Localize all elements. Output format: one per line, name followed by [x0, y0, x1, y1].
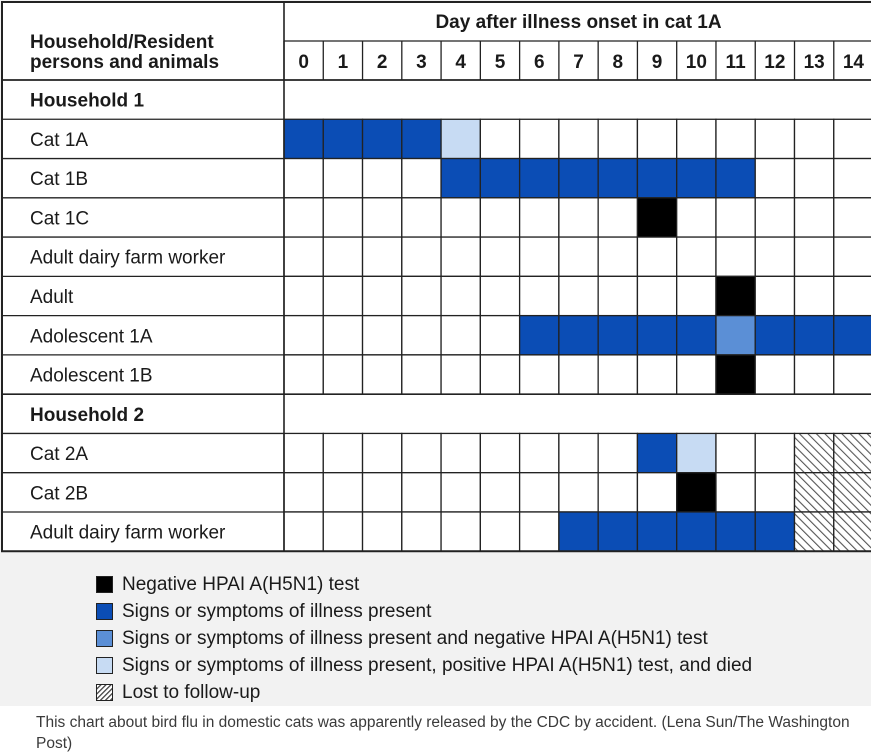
status-cell — [598, 355, 637, 394]
legend-item — [96, 598, 752, 625]
status-cell — [480, 159, 519, 198]
status-cell — [598, 119, 637, 158]
status-cell — [795, 355, 834, 394]
status-cell — [441, 159, 480, 198]
status-cell — [323, 276, 362, 315]
status-cell — [795, 159, 834, 198]
status-cell — [402, 473, 441, 512]
legend-swatch — [96, 630, 113, 647]
status-cell — [402, 433, 441, 472]
status-cell — [480, 119, 519, 158]
status-cell — [598, 276, 637, 315]
status-cell — [441, 473, 480, 512]
day-label-4: 4 — [455, 52, 467, 73]
status-cell — [834, 198, 871, 237]
day-label-1: 1 — [337, 52, 349, 73]
day-label-13: 13 — [803, 52, 825, 73]
status-cell — [559, 198, 598, 237]
day-label-2: 2 — [376, 52, 388, 73]
legend-swatch — [96, 603, 113, 620]
status-cell — [402, 198, 441, 237]
status-cell — [559, 276, 598, 315]
status-cell — [363, 198, 402, 237]
status-cell — [363, 473, 402, 512]
status-cell — [480, 237, 519, 276]
status-cell — [637, 316, 676, 355]
status-cell — [755, 198, 794, 237]
status-cell — [559, 119, 598, 158]
status-cell — [795, 237, 834, 276]
row-label: Cat 2A — [30, 444, 89, 466]
legend-swatch — [96, 576, 113, 593]
status-cell — [755, 159, 794, 198]
status-cell — [284, 355, 323, 394]
status-cell — [716, 355, 755, 394]
day-label-9: 9 — [651, 52, 663, 73]
status-cell — [637, 433, 676, 472]
status-cell — [441, 316, 480, 355]
status-cell — [284, 237, 323, 276]
status-cell — [637, 237, 676, 276]
status-cell — [598, 198, 637, 237]
status-cell — [598, 316, 637, 355]
status-cell — [559, 512, 598, 551]
status-cell — [323, 473, 362, 512]
status-cell — [402, 159, 441, 198]
status-cell — [755, 473, 794, 512]
status-cell — [520, 355, 559, 394]
status-cell — [834, 512, 871, 551]
status-cell — [363, 512, 402, 551]
legend-item — [96, 571, 752, 598]
status-cell — [795, 276, 834, 315]
status-cell — [598, 512, 637, 551]
status-cell — [363, 276, 402, 315]
status-cell — [795, 119, 834, 158]
status-cell — [598, 237, 637, 276]
status-cell — [559, 316, 598, 355]
status-cell — [323, 237, 362, 276]
status-cell — [677, 355, 716, 394]
status-cell — [716, 237, 755, 276]
status-cell — [637, 159, 676, 198]
status-cell — [402, 119, 441, 158]
status-cell — [441, 198, 480, 237]
status-cell — [834, 276, 871, 315]
status-cell — [363, 355, 402, 394]
status-cell — [834, 433, 871, 472]
status-cell — [637, 119, 676, 158]
row-label: Cat 1B — [30, 169, 89, 191]
status-cell — [677, 159, 716, 198]
day-label-5: 5 — [494, 52, 506, 73]
status-cell — [677, 512, 716, 551]
corner-header-line-1: Household/Resident — [30, 32, 214, 53]
status-cell — [402, 355, 441, 394]
status-cell — [795, 433, 834, 472]
status-cell — [637, 198, 676, 237]
row-label: Adult dairy farm worker — [30, 522, 226, 544]
legend-label: Lost to follow-up — [122, 681, 261, 703]
status-cell — [520, 433, 559, 472]
status-cell — [480, 316, 519, 355]
status-cell — [480, 355, 519, 394]
group-label: Household 1 — [30, 90, 145, 112]
status-cell — [755, 276, 794, 315]
status-cell — [284, 512, 323, 551]
status-cell — [677, 276, 716, 315]
status-cell — [284, 473, 323, 512]
column-header: Day after illness onset in cat 1A — [435, 12, 722, 33]
legend-label: Negative HPAI A(H5N1) test — [122, 573, 360, 595]
status-cell — [677, 119, 716, 158]
row-label: Adolescent 1B — [30, 365, 153, 387]
figure-caption: This chart about bird flu in domestic cats was apparently released by the CDC by accident. (Lena Sun/The Washington Post) — [36, 714, 850, 752]
status-cell — [284, 119, 323, 158]
row-label: Cat 2B — [30, 483, 89, 505]
status-cell — [323, 198, 362, 237]
status-cell — [480, 276, 519, 315]
status-cell — [559, 473, 598, 512]
status-cell — [284, 276, 323, 315]
status-cell — [598, 433, 637, 472]
legend-label: Signs or symptoms of illness present — [122, 600, 432, 622]
status-cell — [363, 119, 402, 158]
status-cell — [480, 433, 519, 472]
row-label: Adult dairy farm worker — [30, 247, 226, 269]
status-cell — [795, 512, 834, 551]
status-cell — [363, 433, 402, 472]
status-cell — [559, 237, 598, 276]
status-cell — [520, 198, 559, 237]
status-cell — [677, 473, 716, 512]
status-cell — [323, 159, 362, 198]
status-cell — [755, 237, 794, 276]
status-cell — [441, 512, 480, 551]
day-label-12: 12 — [764, 52, 786, 73]
status-cell — [795, 316, 834, 355]
corner-header-line-2: persons and animals — [30, 52, 220, 73]
status-cell — [480, 198, 519, 237]
status-cell — [323, 355, 362, 394]
status-cell — [834, 119, 871, 158]
legend-item — [96, 679, 752, 706]
status-cell — [677, 237, 716, 276]
status-cell — [520, 276, 559, 315]
day-label-6: 6 — [533, 52, 545, 73]
status-cell — [441, 276, 480, 315]
status-cell — [755, 355, 794, 394]
status-cell — [402, 316, 441, 355]
status-cell — [755, 119, 794, 158]
status-cell — [755, 433, 794, 472]
status-cell — [677, 316, 716, 355]
day-label-14: 14 — [842, 52, 864, 73]
legend-label: Signs or symptoms of illness present and negative HPAI A(H5N1) test — [122, 627, 708, 649]
status-cell — [834, 316, 871, 355]
status-cell — [755, 316, 794, 355]
status-cell — [559, 159, 598, 198]
status-cell — [520, 159, 559, 198]
row-label: Adolescent 1A — [30, 326, 153, 348]
status-cell — [441, 237, 480, 276]
day-label-10: 10 — [685, 52, 707, 73]
status-cell — [323, 316, 362, 355]
status-cell — [637, 473, 676, 512]
status-cell — [520, 237, 559, 276]
status-cell — [598, 159, 637, 198]
status-cell — [716, 159, 755, 198]
status-cell — [441, 433, 480, 472]
status-cell — [284, 433, 323, 472]
status-cell — [323, 433, 362, 472]
legend-item — [96, 652, 752, 679]
status-cell — [795, 198, 834, 237]
status-cell — [323, 512, 362, 551]
status-cell — [637, 276, 676, 315]
status-cell — [677, 433, 716, 472]
status-cell — [402, 237, 441, 276]
status-cell — [834, 355, 871, 394]
status-cell — [716, 119, 755, 158]
status-cell — [716, 433, 755, 472]
row-label: Adult — [30, 286, 74, 308]
status-cell — [480, 473, 519, 512]
status-cell — [716, 512, 755, 551]
status-cell — [677, 198, 716, 237]
status-cell — [559, 355, 598, 394]
day-label-8: 8 — [612, 52, 624, 73]
status-cell — [402, 512, 441, 551]
group-label: Household 2 — [30, 404, 145, 426]
status-cell — [559, 433, 598, 472]
status-cell — [284, 198, 323, 237]
status-cell — [834, 159, 871, 198]
status-cell — [520, 512, 559, 551]
legend — [96, 571, 752, 706]
status-cell — [480, 512, 519, 551]
legend-swatch — [96, 657, 113, 674]
status-cell — [795, 473, 834, 512]
status-cell — [637, 355, 676, 394]
day-label-11: 11 — [725, 52, 746, 73]
status-cell — [284, 316, 323, 355]
legend-label: Signs or symptoms of illness present, positive HPAI A(H5N1) test, and died — [122, 654, 753, 676]
status-cell — [520, 473, 559, 512]
status-cell — [716, 316, 755, 355]
status-cell — [520, 316, 559, 355]
day-label-0: 0 — [298, 52, 309, 73]
row-label: Cat 1C — [30, 208, 90, 230]
status-cell — [441, 355, 480, 394]
status-cell — [284, 159, 323, 198]
status-cell — [637, 512, 676, 551]
status-cell — [520, 119, 559, 158]
status-cell — [363, 316, 402, 355]
status-cell — [755, 512, 794, 551]
row-label: Cat 1A — [30, 129, 89, 151]
legend-swatch — [96, 684, 113, 701]
status-cell — [402, 276, 441, 315]
status-cell — [363, 159, 402, 198]
day-label-7: 7 — [573, 52, 584, 73]
status-cell — [716, 276, 755, 315]
status-cell — [716, 473, 755, 512]
status-cell — [323, 119, 362, 158]
legend-item — [96, 625, 752, 652]
status-cell — [363, 237, 402, 276]
status-cell — [716, 198, 755, 237]
status-cell — [834, 473, 871, 512]
day-label-3: 3 — [416, 52, 427, 73]
status-cell — [598, 473, 637, 512]
status-cell — [834, 237, 871, 276]
status-cell — [441, 119, 480, 158]
